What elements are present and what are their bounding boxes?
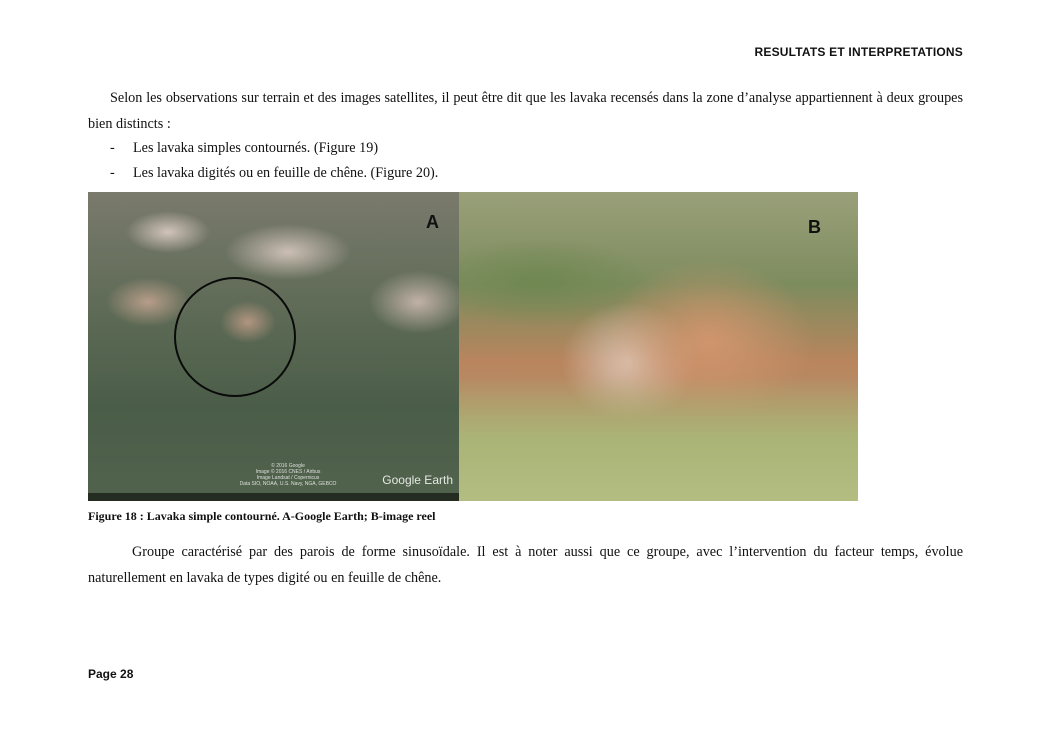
list-item	[88, 161, 963, 186]
list-item	[88, 136, 963, 161]
bullet-text: Les lavaka simples contournés. (Figure 19)	[133, 140, 379, 156]
field-photo-panel	[459, 192, 858, 501]
bullet-marker: -	[110, 165, 115, 181]
bullet-list	[88, 136, 963, 186]
bullet-text: Les lavaka digités ou en feuille de chêne. (Figure 20).	[133, 165, 439, 181]
imagery-credit: © 2016 Google Image © 2016 CNES / Airbus Image Landsat / Copernicus Data SIO, NOAA, U.S. Navy, NGA, GEBCO	[239, 463, 337, 487]
intro-paragraph: Selon les observations sur terrain et des images satellites, il peut être dit que les lavaka recensés dans la zone d’analyse appartiennent à deux groupes bien distincts :	[88, 90, 963, 132]
page-number: Page 28	[88, 667, 134, 681]
body-paragraph: Groupe caractérisé par des parois de forme sinusoïdale. Il est à noter aussi que ce groupe, avec l’intervention du facteur temps, évolue naturellement en lavaka de types digité ou en feuille de chêne.	[88, 544, 963, 586]
highlight-circle	[174, 277, 296, 397]
google-earth-watermark: Google Earth	[382, 473, 453, 487]
panel-label-b: B	[808, 217, 821, 237]
running-header: RESULTATS ET INTERPRETATIONS	[754, 45, 963, 59]
panel-label-a: A	[426, 212, 439, 232]
satellite-image-panel	[88, 192, 459, 501]
imagery-status-bar	[88, 493, 459, 501]
bullet-marker: -	[110, 140, 115, 156]
figure-18	[88, 192, 858, 501]
figure-caption: Figure 18 : Lavaka simple contourné. A-Google Earth; B-image reel	[88, 509, 436, 523]
